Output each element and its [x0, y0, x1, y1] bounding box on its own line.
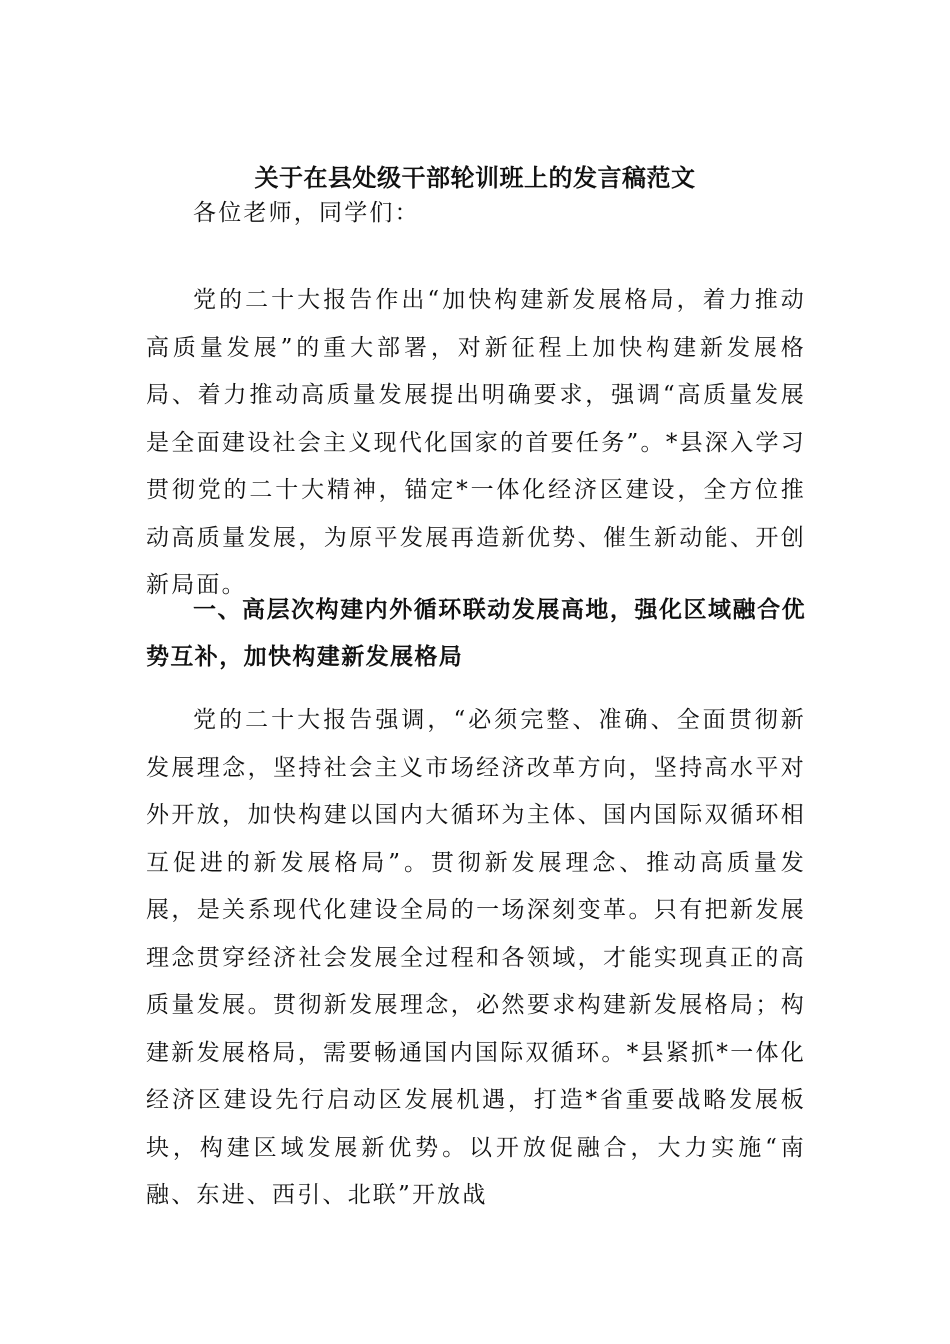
section-heading-1: 一、高层次构建内外循环联动发展高地，强化区域融合优势互补，加快构建新发展格局: [146, 597, 806, 670]
document-title: 关于在县处级干部轮训班上的发言稿范文: [254, 164, 696, 192]
paragraph-intro: 党的二十大报告作出“加快构建新发展格局，着力推动高质量发展”的重大部署，对新征程上加快构建新发展格局、着力推动高质量发展提出明确要求，强调“高质量发展是全面建设社会主义现代化国家的首要任务”。*县深入学习贯彻党的二十大精神，锚定*一体化经济区建设，全方位推动高质量发展，为原平发展再造新优势、催生新动能、开创新局面。: [146, 287, 806, 598]
paragraph-section-1: 党的二十大报告强调，“必须完整、准确、全面贯彻新发展理念，坚持社会主义市场经济改革方向，坚持高水平对外开放，加快构建以国内大循环为主体、国内国际双循环相互促进的新发展格局”。贯彻新发展理念、推动高质量发展，是关系现代化建设全局的一场深刻变革。只有把新发展理念贯穿经济社会发展全过程和各领域，才能实现真正的高质量发展。贯彻新发展理念，必然要求构建新发展格局；构建新发展格局，需要畅通国内国际双循环。*县紧抓*一体化经济区建设先行启动区发展机遇，打造*省重要战略发展板块，构建区域发展新优势。以开放促融合，大力实施“南融、东进、西引、北联”开放战: [146, 707, 806, 1208]
salutation: 各位老师，同学们：: [193, 200, 420, 226]
